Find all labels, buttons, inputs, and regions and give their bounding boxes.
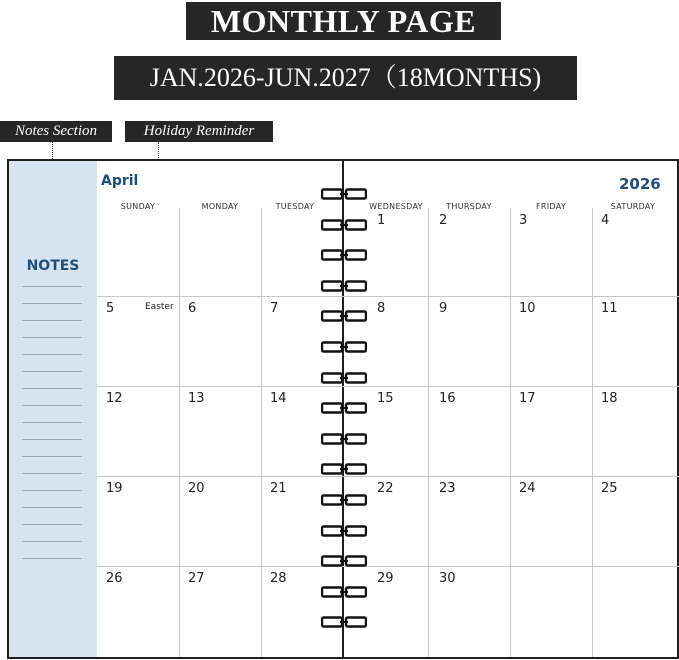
note-line — [22, 541, 82, 542]
day-number: 23 — [439, 481, 456, 496]
spiral-ring — [321, 583, 367, 595]
page-subtitle: JAN.2026-JUN.2027（18MONTHS) — [114, 56, 577, 100]
month-name: April — [101, 173, 139, 189]
note-line — [22, 439, 82, 440]
note-line — [22, 337, 82, 338]
spiral-ring — [321, 460, 367, 472]
weekday-wednesday: WEDNESDAY — [369, 202, 423, 211]
day-number: 28 — [270, 571, 287, 586]
day-number: 3 — [519, 213, 528, 228]
day-number: 12 — [106, 391, 123, 406]
weekday-friday: FRIDAY — [535, 202, 567, 211]
day-number: 7 — [270, 301, 279, 316]
day-number: 5 — [106, 301, 115, 316]
spiral-ring — [321, 613, 367, 625]
spiral-ring — [321, 216, 367, 228]
note-line — [22, 558, 82, 559]
grid-col-line — [428, 208, 429, 657]
weekday-tuesday: TUESDAY — [275, 202, 315, 211]
spiral-ring — [321, 185, 367, 197]
note-line — [22, 303, 82, 304]
weekday-sunday: SUNDAY — [120, 202, 156, 211]
weekday-thursday: THURSDAY — [446, 202, 492, 211]
spiral-ring — [321, 369, 367, 381]
spiral-ring — [321, 522, 367, 534]
grid-col-line — [179, 208, 180, 657]
holiday-reminder-callout: Holiday Reminder — [125, 121, 273, 142]
day-number: 2 — [439, 213, 448, 228]
note-line — [22, 524, 82, 525]
day-number: 17 — [519, 391, 536, 406]
day-number: 11 — [601, 301, 618, 316]
weekday-monday: MONDAY — [201, 202, 239, 211]
note-line — [22, 422, 82, 423]
note-line — [22, 388, 82, 389]
note-line — [22, 490, 82, 491]
grid-col-line — [510, 208, 511, 657]
day-number: 29 — [377, 571, 394, 586]
spiral-ring — [321, 307, 367, 319]
day-number: 21 — [270, 481, 287, 496]
holiday-label: Easter — [145, 302, 174, 312]
note-line — [22, 473, 82, 474]
note-line — [22, 405, 82, 406]
day-number: 16 — [439, 391, 456, 406]
day-number: 14 — [270, 391, 287, 406]
day-number: 4 — [601, 213, 610, 228]
day-number: 13 — [188, 391, 205, 406]
note-line — [22, 371, 82, 372]
notes-title: NOTES — [26, 258, 80, 274]
note-line — [22, 456, 82, 457]
day-number: 24 — [519, 481, 536, 496]
grid-col-line — [592, 208, 593, 657]
note-line — [22, 507, 82, 508]
day-number: 8 — [377, 301, 386, 316]
spiral-ring — [321, 246, 367, 258]
day-number: 25 — [601, 481, 618, 496]
note-line — [22, 320, 82, 321]
day-number: 18 — [601, 391, 618, 406]
spiral-ring — [321, 338, 367, 350]
day-number: 10 — [519, 301, 536, 316]
spiral-ring — [321, 399, 367, 411]
spiral-ring — [321, 491, 367, 503]
day-number: 9 — [439, 301, 448, 316]
day-number: 22 — [377, 481, 394, 496]
day-number: 1 — [377, 213, 386, 228]
day-number: 27 — [188, 571, 205, 586]
spiral-ring — [321, 277, 367, 289]
grid-col-line — [261, 208, 262, 657]
day-number: 20 — [188, 481, 205, 496]
day-number: 6 — [188, 301, 197, 316]
page-title: MONTHLY PAGE — [186, 2, 501, 40]
note-line — [22, 354, 82, 355]
spiral-ring — [321, 552, 367, 564]
notes-section-callout: Notes Section — [0, 121, 112, 142]
year-label: 2026 — [619, 175, 661, 193]
day-number: 30 — [439, 571, 456, 586]
day-number: 26 — [106, 571, 123, 586]
weekday-saturday: SATURDAY — [610, 202, 656, 211]
spiral-ring — [321, 430, 367, 442]
note-line — [22, 286, 82, 287]
notes-panel — [9, 161, 97, 657]
day-number: 15 — [377, 391, 394, 406]
day-number: 19 — [106, 481, 123, 496]
